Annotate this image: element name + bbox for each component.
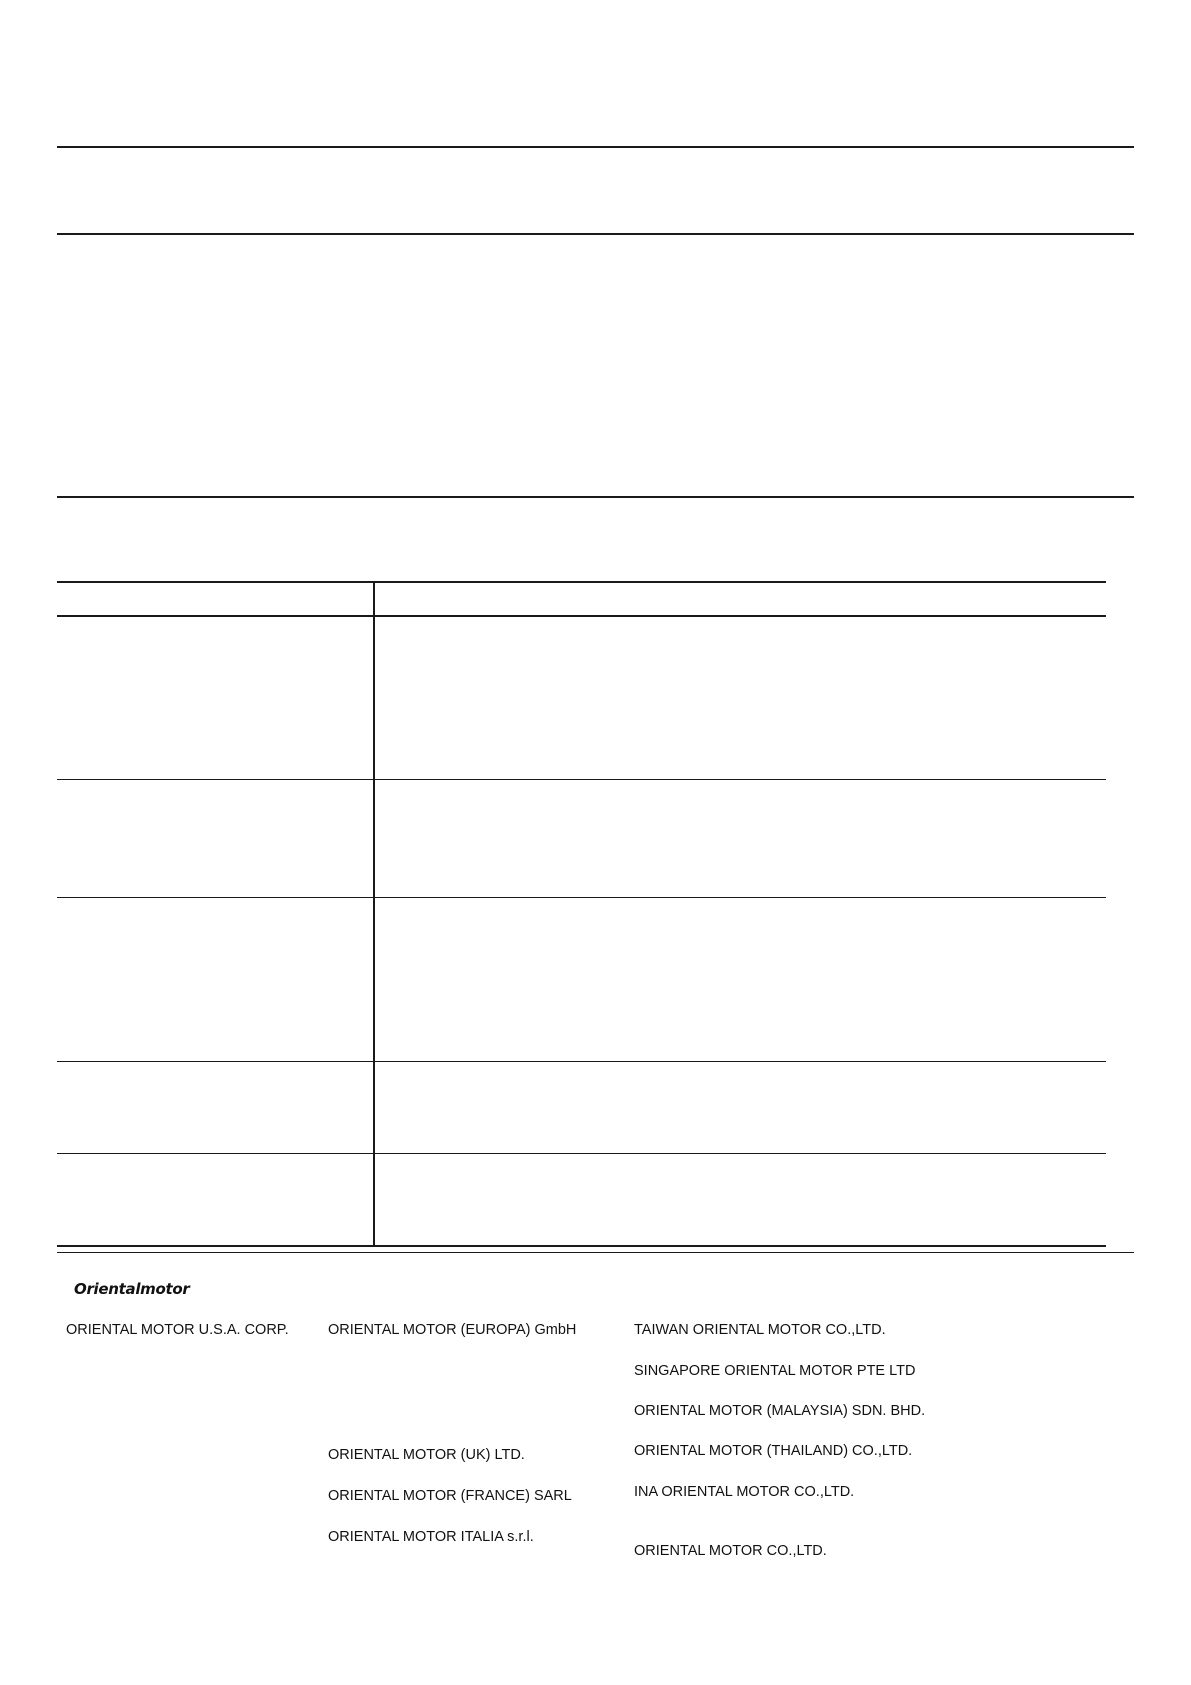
table-row: [57, 617, 1106, 780]
section-rule-second: [57, 233, 1134, 235]
column-divider: [373, 780, 375, 897]
column-divider: [373, 1154, 375, 1245]
company-name: ORIENTAL MOTOR (EUROPA) GmbH: [328, 1322, 577, 1338]
company-name: ORIENTAL MOTOR (THAILAND) CO.,LTD.: [634, 1443, 913, 1459]
column-divider: [373, 617, 375, 779]
company-name: ORIENTAL MOTOR (MALAYSIA) SDN. BHD.: [634, 1403, 926, 1419]
table-row: [57, 898, 1106, 1062]
company-name: ORIENTAL MOTOR (FRANCE) SARL: [328, 1488, 572, 1504]
company-name: ORIENTAL MOTOR (UK) LTD.: [328, 1447, 525, 1463]
column-divider: [373, 1062, 375, 1153]
company-name: TAIWAN ORIENTAL MOTOR CO.,LTD.: [634, 1322, 886, 1338]
specification-table: [57, 581, 1106, 1247]
footer-rule: [57, 1252, 1134, 1253]
column-divider: [373, 583, 375, 615]
table-row: [57, 1062, 1106, 1154]
table-row: [57, 780, 1106, 898]
table-row: [57, 1154, 1106, 1247]
company-name: INA ORIENTAL MOTOR CO.,LTD.: [634, 1484, 855, 1500]
company-name: ORIENTAL MOTOR ITALIA s.r.l.: [328, 1529, 534, 1545]
company-name: ORIENTAL MOTOR CO.,LTD.: [634, 1543, 827, 1559]
brand-logo: Orientalmotor: [74, 1280, 190, 1298]
company-name: SINGAPORE ORIENTAL MOTOR PTE LTD: [634, 1363, 916, 1379]
section-rule-top: [57, 146, 1134, 148]
section-rule-third: [57, 496, 1134, 498]
table-header-row: [57, 581, 1106, 617]
column-divider: [373, 898, 375, 1061]
company-name: ORIENTAL MOTOR U.S.A. CORP.: [66, 1322, 289, 1338]
